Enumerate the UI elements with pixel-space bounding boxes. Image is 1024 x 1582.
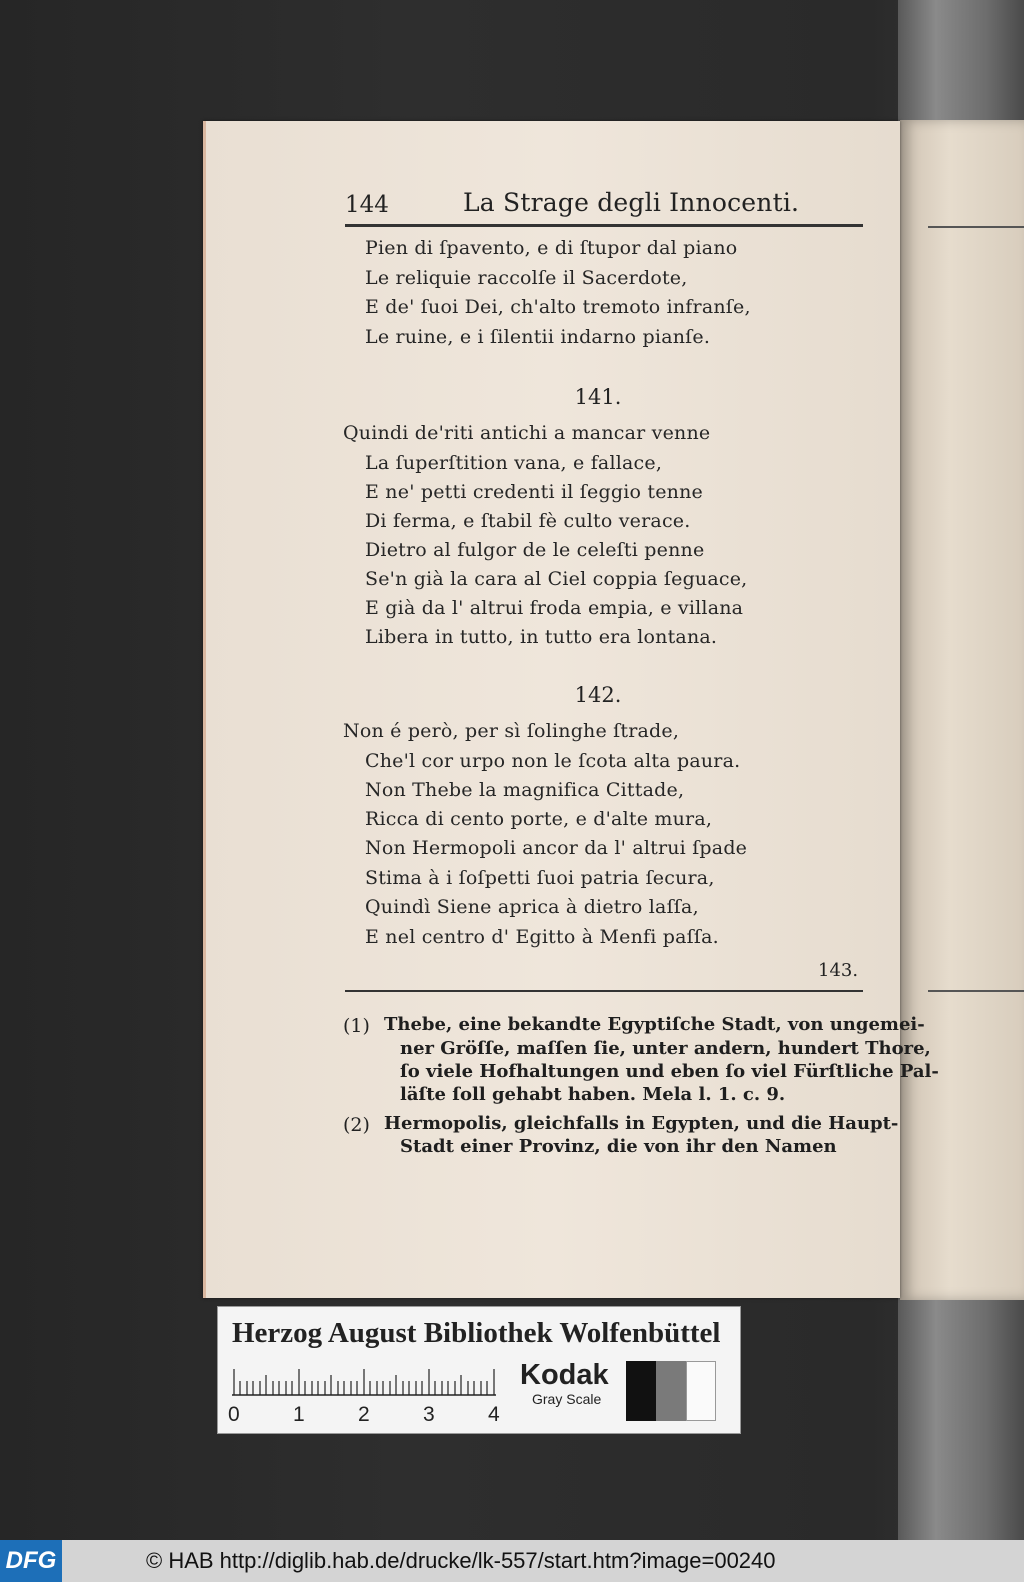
ruler-number: 4 <box>488 1403 500 1426</box>
verse-line: Ricca di cento porte, e d'alte mura, <box>365 808 713 830</box>
library-name: Herzog August Bibliothek Wolfenbüttel <box>232 1317 721 1349</box>
footnote-mark: (2) <box>343 1114 370 1136</box>
gray-patch-white <box>686 1361 716 1421</box>
footnote-mark: (1) <box>343 1015 370 1037</box>
viewer-footer <box>0 1540 1024 1582</box>
verse-line: Dietro al fulgor de le celeſti penne <box>365 539 705 561</box>
header-rule <box>345 224 863 227</box>
verse-line: Non é però, per sì ſolinghe ſtrade, <box>343 720 680 742</box>
measure-ruler <box>232 1367 498 1397</box>
running-title: La Strage degli Innocenti. <box>463 188 800 217</box>
facing-page <box>900 120 1024 1300</box>
verse-line: Le ruine, e i ſilentii indarno pianſe. <box>365 326 711 348</box>
verse-line: Non Hermopoli ancor da l' altrui ſpade <box>365 837 748 859</box>
page-header <box>345 184 865 224</box>
facing-page-rule <box>928 990 1024 992</box>
ruler-number: 3 <box>423 1403 435 1426</box>
footnote-line: Thebe, eine bekandte Egyptiſche Stadt, von ungemei- <box>384 1014 925 1035</box>
kodak-brand: Kodak <box>520 1359 609 1391</box>
verse-line: Stima à i ſoſpetti ſuoi patria ſecura, <box>365 867 715 889</box>
verse-line: E già da l' altrui froda empia, e villana <box>365 597 744 619</box>
page-edge <box>203 121 206 1298</box>
page-number: 144 <box>345 192 389 218</box>
catchword: 143. <box>818 960 859 981</box>
verse-line: Non Thebe la magnifica Cittade, <box>365 779 685 801</box>
verse-line: E nel centro d' Egitto à Menfi paſſa. <box>365 926 719 948</box>
ruler-number: 0 <box>228 1403 240 1426</box>
credit-link[interactable]: © HAB http://diglib.hab.de/drucke/lk-557/start.htm?image=00240 <box>146 1548 776 1573</box>
verse-line: Libera in tutto, in tutto era lontana. <box>365 626 718 648</box>
facing-page-rule <box>928 226 1024 228</box>
library-label-card <box>217 1306 741 1434</box>
gray-patch-black <box>626 1361 656 1421</box>
ruler-number: 2 <box>358 1403 370 1426</box>
gray-patch-mid <box>656 1361 686 1421</box>
ruler-number: 1 <box>293 1403 305 1426</box>
stanza-number: 142. <box>574 683 622 707</box>
dfg-logo[interactable]: DFG <box>0 1540 62 1582</box>
footnote-line: ſo viele Hofhaltungen und eben ſo viel Fürſtliche Pal- <box>400 1061 939 1082</box>
verse-line: E ne' petti credenti il ſeggio tenne <box>365 481 703 503</box>
verse-line: Quindi de'riti antichi a mancar venne <box>343 422 711 444</box>
verse-line: Quindì Siene aprica à dietro laſſa, <box>365 896 699 918</box>
verse-line: E de' ſuoi Dei, ch'alto tremoto infranſe, <box>365 296 751 318</box>
verse-line: Pien di ſpavento, e di ſtupor dal piano <box>365 237 738 259</box>
footnote-line: läſte ſoll gehabt haben. Mela l. 1. c. 9. <box>400 1084 786 1105</box>
verse-line: La ſuperſtition vana, e fallace, <box>365 452 663 474</box>
grayscale-label: Gray Scale <box>532 1391 602 1407</box>
verse-line: Se'n già la cara al Ciel coppia ſeguace, <box>365 568 748 590</box>
verse-line: Le reliquie raccolſe il Sacerdote, <box>365 267 688 289</box>
verse-line: Di ferma, e ſtabil fè culto verace. <box>365 510 691 532</box>
footnote-line: Stadt einer Provinz, die von ihr den Namen <box>400 1136 837 1157</box>
stanza-number: 141. <box>574 385 622 409</box>
verse-line: Che'l cor urpo non le ſcota alta paura. <box>365 750 741 772</box>
footnote-line: ner Gröſſe, maſſen ſie, unter andern, hundert Thore, <box>400 1038 931 1059</box>
footnote-line: Hermopolis, gleichfalls in Egypten, und die Haupt- <box>384 1113 899 1134</box>
footnote-rule <box>345 990 863 992</box>
